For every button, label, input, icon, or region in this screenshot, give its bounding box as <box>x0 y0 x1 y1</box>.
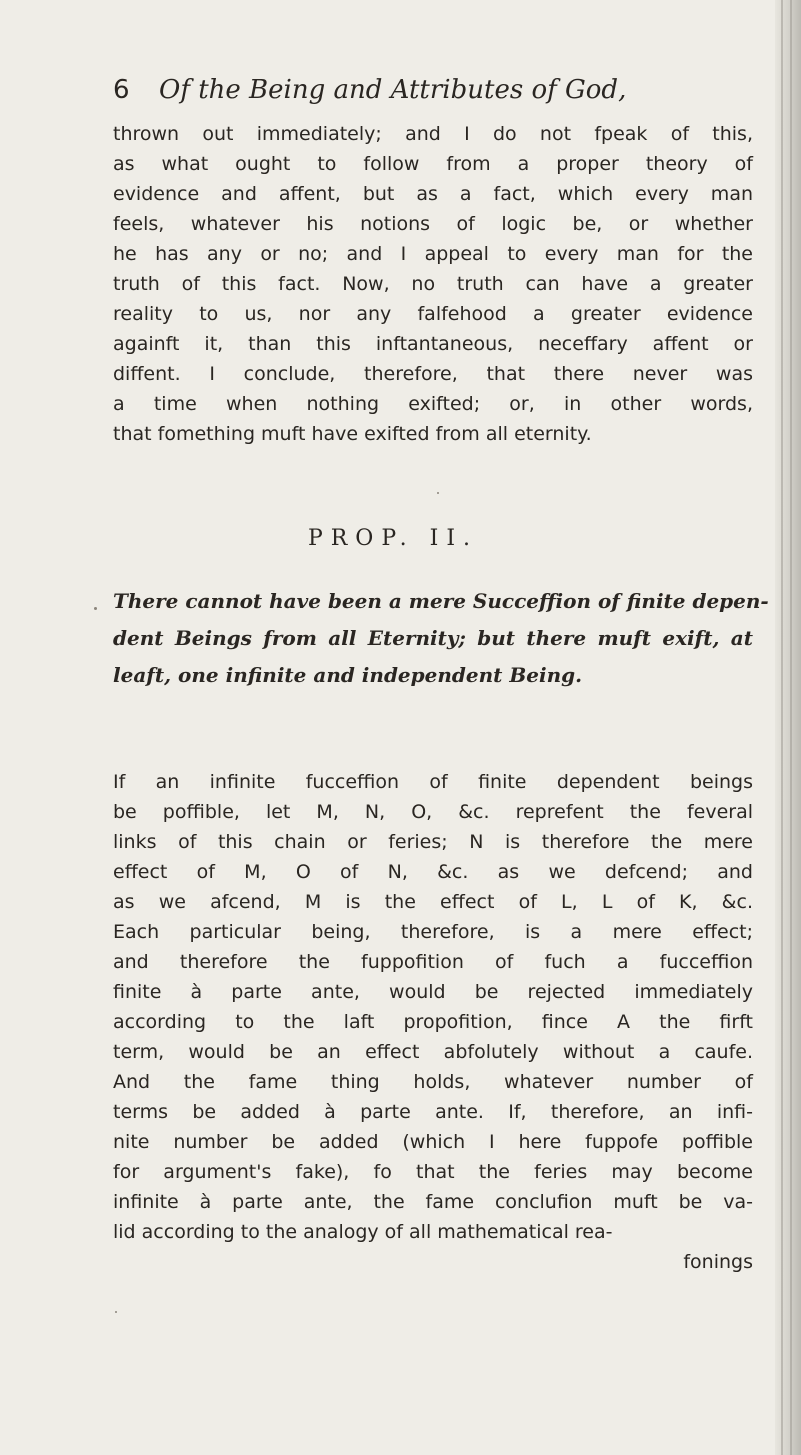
text-line: There cannot have been a mere Succeffion of finite depen- <box>113 589 769 613</box>
text-line: If an infinite fucceffion of finite dependent beings <box>113 771 753 793</box>
page-edge-line <box>790 0 792 1455</box>
text-line: as what ought to follow from a proper theory of <box>113 153 753 175</box>
text-line: Each particular being, therefore, is a mere effect; <box>113 921 753 943</box>
text-line: and therefore the fuppofition of fuch a fucceffion <box>113 951 753 973</box>
text-line: for argument's fake), fo that the feries may become <box>113 1161 753 1183</box>
paragraph-2 <box>113 767 753 1247</box>
text-line: diffent. I conclude, therefore, that there never was <box>113 363 753 385</box>
page-edge-shadow <box>775 0 801 1455</box>
text-line: he has any or no; and I appeal to every man for the <box>113 243 753 265</box>
text-line: terms be added à parte ante. If, therefore, an infi- <box>113 1101 753 1123</box>
paper-speck <box>115 1311 117 1313</box>
proposition-statement <box>113 583 769 694</box>
catchword-block <box>113 1247 753 1277</box>
text-line: againft it, than this inftantaneous, neceffary affent or <box>113 333 753 355</box>
text-line: infinite à parte ante, the fame conclufion muft be va- <box>113 1191 753 1213</box>
paper-speck <box>94 607 97 610</box>
text-line: lid according to the analogy of all mathematical rea- <box>113 1221 613 1243</box>
text-line: effect of M, O of N, &c. as we defcend; and <box>113 861 753 883</box>
text-line: a time when nothing exifted; or, in other words, <box>113 393 753 415</box>
text-line: leaft, one infinite and independent Being. <box>113 663 583 687</box>
text-line: as we afcend, M is the effect of L, L of K, &c. <box>113 891 753 913</box>
paper-speck <box>437 492 439 494</box>
page-number: 6 <box>113 75 130 105</box>
text-line: And the fame thing holds, whatever number of <box>113 1071 753 1093</box>
text-line: links of this chain or feries; N is therefore the mere <box>113 831 753 853</box>
text-line: feels, whatever his notions of logic be, or whether <box>113 213 753 235</box>
paragraph-1 <box>113 119 753 449</box>
text-line: term, would be an effect abfolutely without a caufe. <box>113 1041 753 1063</box>
page-edge-line <box>781 0 783 1455</box>
text-line: that fomething muft have exifted from all eternity. <box>113 423 592 445</box>
text-line: reality to us, nor any falfehood a greater evidence <box>113 303 753 325</box>
text-line: dent Beings from all Eternity; but there muft exift, at <box>113 626 753 650</box>
text-line: according to the laft propofition, fince A the firft <box>113 1011 753 1033</box>
proposition-heading: PROP. II. <box>307 526 479 551</box>
running-head <box>113 70 753 110</box>
text-line: thrown out immediately; and I do not fpeak of this, <box>113 123 753 145</box>
text-line: nite number be added (which I here fuppofe poffible <box>113 1131 753 1153</box>
running-title: Of the Being and Attributes of God, <box>159 75 627 105</box>
text-line: truth of this fact. Now, no truth can have a greater <box>113 273 753 295</box>
text-line: evidence and affent, but as a fact, which every man <box>113 183 753 205</box>
text-line: finite à parte ante, would be rejected immediately <box>113 981 753 1003</box>
catchword: fonings <box>683 1251 753 1273</box>
text-line: be poffible, let M, N, O, &c. reprefent the feveral <box>113 801 753 823</box>
